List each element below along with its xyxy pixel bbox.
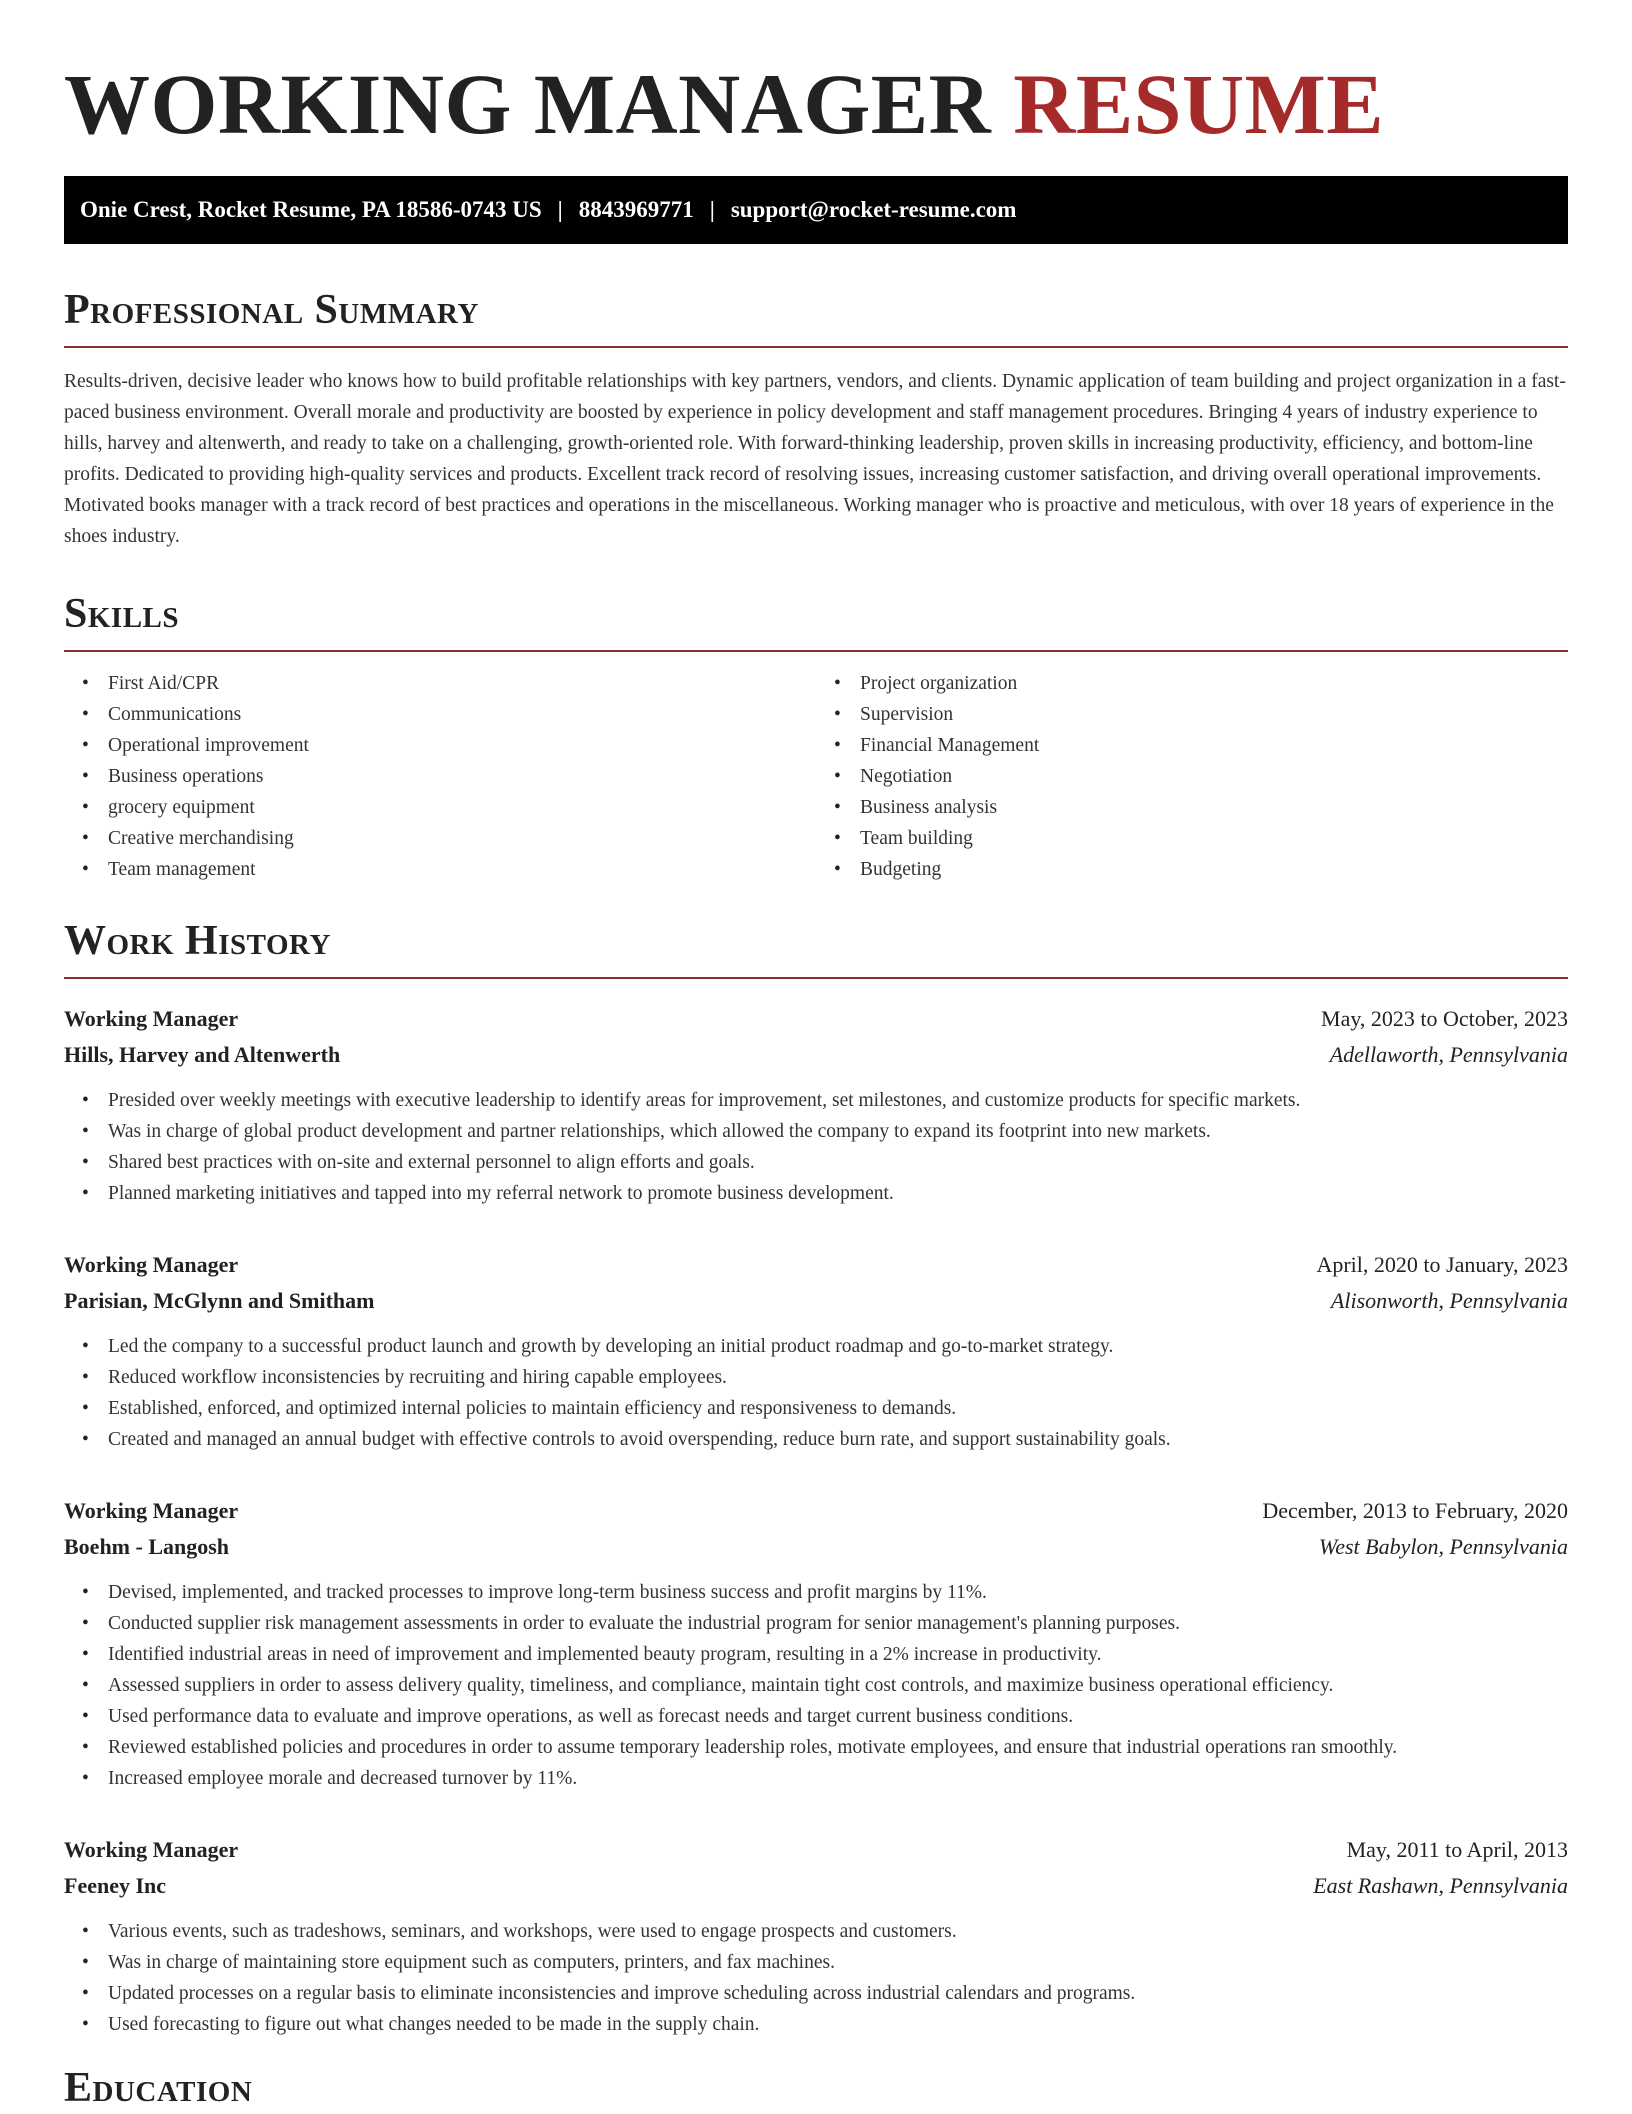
skill-item: • Business analysis	[860, 792, 1568, 823]
job-location: Adellaworth, Pennsylvania	[1329, 1042, 1568, 1067]
job-header-row	[64, 1832, 1568, 1868]
contact-phone: 8843969771	[578, 197, 694, 222]
job-entry	[64, 1832, 1568, 2040]
section-divider	[64, 650, 1568, 652]
section-heading-education: Education	[64, 2065, 253, 2111]
summary-text: Results-driven, decisive leader who knows how to build profitable relationships with key partners, vendors, and clients. Dynamic application of team building and project organization in a fast-paced business environment. Overall morale and productivity are boosted by experience in policy development and staff management procedures. Bringing 4 years of industry experience to hills, harvey and altenwerth, and ready to take on a challenging, growth-oriented role. With forward-thinking leadership, proven skills in increasing productivity, efficiency, and bottom-line profits. Dedicated to providing high-quality services and products. Excellent track record of resolving issues, increasing customer satisfaction, and driving overall operational improvements. Motivated books manager with a track record of best practices and operations in the miscellaneous. Working manager who is proactive and meticulous, with over 18 years of experience in the shoes industry.	[64, 371, 1566, 547]
work-history-section	[64, 915, 1568, 2040]
skills-list-left	[64, 668, 816, 885]
job-company: Parisian, McGlynn and Smitham	[64, 1288, 375, 1313]
job-bullet: • Assessed suppliers in order to assess delivery quality, timeliness, and compliance, maintain tight cost controls, and maximize business operational efficiency.	[108, 1670, 1568, 1701]
job-bullet: • Reduced workflow inconsistencies by recruiting and hiring capable employees.	[108, 1362, 1568, 1393]
job-entry	[64, 1001, 1568, 1209]
job-entry	[64, 1493, 1568, 1794]
contact-separator: |	[709, 197, 715, 222]
skill-item: • Business operations	[108, 761, 816, 792]
job-title: Working Manager	[64, 1837, 239, 1862]
job-dates: December, 2013 to February, 2020	[1262, 1498, 1568, 1523]
section-heading-skills: Skills	[64, 591, 180, 637]
job-bullets	[64, 1085, 1568, 1209]
job-company-row	[64, 1037, 1568, 1073]
skills-grid	[64, 668, 1568, 885]
job-bullets	[64, 1331, 1568, 1455]
job-title: Working Manager	[64, 1498, 239, 1523]
section-heading-work-history: Work History	[64, 918, 331, 964]
skill-item: • Operational improvement	[108, 730, 816, 761]
job-bullet: • Led the company to a successful product launch and growth by developing an initial product roadmap and go-to-market strategy.	[108, 1331, 1568, 1362]
skill-item: • Team management	[108, 854, 816, 885]
skill-item: • Creative merchandising	[108, 823, 816, 854]
job-bullet: • Updated processes on a regular basis to eliminate inconsistencies and improve scheduling across industrial calendars and programs.	[108, 1978, 1568, 2009]
contact-address: Onie Crest, Rocket Resume, PA 18586-0743 US	[80, 197, 542, 222]
resume-title	[64, 0, 1568, 154]
job-bullet: • Was in charge of global product development and partner relationships, which allowed the company to expand its footprint into new markets.	[108, 1116, 1568, 1147]
job-bullet: • Planned marketing initiatives and tapped into my referral network to promote business development.	[108, 1178, 1568, 1209]
job-bullet: • Reviewed established policies and procedures in order to assume temporary leadership roles, motivate employees, and ensure that industrial operations ran smoothly.	[108, 1732, 1568, 1763]
job-company-row	[64, 1868, 1568, 1904]
job-bullet: • Various events, such as tradeshows, seminars, and workshops, were used to engage prospects and customers.	[108, 1916, 1568, 1947]
section-divider	[64, 346, 1568, 348]
skill-item: • Communications	[108, 699, 816, 730]
job-company-row	[64, 1529, 1568, 1565]
job-dates: April, 2020 to January, 2023	[1316, 1252, 1568, 1277]
job-location: West Babylon, Pennsylvania	[1318, 1534, 1568, 1559]
section-heading-summary: Professional Summary	[64, 287, 479, 333]
job-title: Working Manager	[64, 1252, 239, 1277]
skill-item: • Project organization	[860, 668, 1568, 699]
skill-item: • Budgeting	[860, 854, 1568, 885]
skill-item: • grocery equipment	[108, 792, 816, 823]
job-bullet: • Identified industrial areas in need of improvement and implemented beauty program, resulting in a 2% increase in productivity.	[108, 1639, 1568, 1670]
job-header-row	[64, 1247, 1568, 1283]
job-bullet: • Used forecasting to figure out what changes needed to be made in the supply chain.	[108, 2009, 1568, 2040]
job-title: Working Manager	[64, 1006, 239, 1031]
title-accent: RESUME	[1013, 56, 1385, 152]
job-company: Boehm - Langosh	[64, 1534, 230, 1559]
skills-list-right	[816, 668, 1568, 885]
professional-summary-section	[64, 284, 1568, 552]
job-bullet: • Increased employee morale and decreased turnover by 11%.	[108, 1763, 1568, 1794]
title-main: WORKING MANAGER	[64, 56, 1014, 152]
job-header-row	[64, 1493, 1568, 1529]
job-bullet: • Established, enforced, and optimized internal policies to maintain efficiency and responsiveness to demands.	[108, 1393, 1568, 1424]
job-location: East Rashawn, Pennsylvania	[1313, 1873, 1568, 1898]
job-bullet: • Conducted supplier risk management assessments in order to evaluate the industrial program for senior management's planning purposes.	[108, 1608, 1568, 1639]
job-bullet: • Was in charge of maintaining store equipment such as computers, printers, and fax machines.	[108, 1947, 1568, 1978]
education-section	[64, 2062, 1568, 2114]
skills-section	[64, 588, 1568, 885]
job-bullet: • Presided over weekly meetings with executive leadership to identify areas for improvement, set milestones, and customize products for specific markets.	[108, 1085, 1568, 1116]
job-company: Hills, Harvey and Altenwerth	[64, 1042, 341, 1067]
skill-item: • First Aid/CPR	[108, 668, 816, 699]
skills-column-left	[64, 668, 816, 885]
skill-item: • Supervision	[860, 699, 1568, 730]
contact-bar	[64, 176, 1568, 244]
skills-column-right	[816, 668, 1568, 885]
job-bullet: • Shared best practices with on-site and external personnel to align efforts and goals.	[108, 1147, 1568, 1178]
job-bullets	[64, 1577, 1568, 1794]
skill-item: • Team building	[860, 823, 1568, 854]
job-company-row	[64, 1283, 1568, 1319]
contact-email[interactable]: support@rocket-resume.com	[730, 197, 1017, 222]
skill-item: • Negotiation	[860, 761, 1568, 792]
job-bullets	[64, 1916, 1568, 2040]
job-header-row	[64, 1001, 1568, 1037]
job-bullet: • Used performance data to evaluate and improve operations, as well as forecast needs and target current business conditions.	[108, 1701, 1568, 1732]
job-location: Alisonworth, Pennsylvania	[1330, 1288, 1568, 1313]
job-bullet: • Created and managed an annual budget with effective controls to avoid overspending, reduce burn rate, and support sustainability goals.	[108, 1424, 1568, 1455]
job-entry	[64, 1247, 1568, 1455]
job-dates: May, 2011 to April, 2013	[1346, 1837, 1568, 1862]
job-bullet: • Devised, implemented, and tracked processes to improve long-term business success and profit margins by 11%.	[108, 1577, 1568, 1608]
section-divider	[64, 977, 1568, 979]
contact-separator: |	[557, 197, 563, 222]
job-dates: May, 2023 to October, 2023	[1321, 1006, 1568, 1031]
job-company: Feeney Inc	[64, 1873, 167, 1898]
skill-item: • Financial Management	[860, 730, 1568, 761]
